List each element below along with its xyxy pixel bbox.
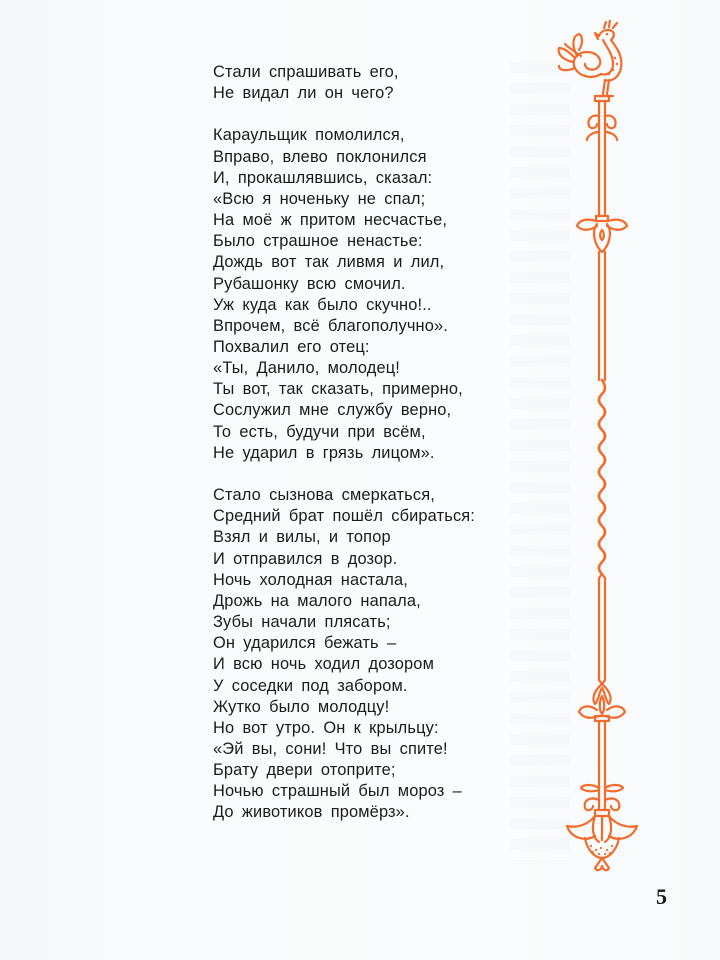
poem-line: Впрочем, всё благополучно». bbox=[213, 316, 448, 335]
poem-line: Дрожь на малого напала, bbox=[213, 591, 421, 610]
page-number: 5 bbox=[656, 884, 667, 909]
poem-line: Рубашонку всю смочил. bbox=[213, 274, 406, 293]
poem-line: И, прокашлявшись, сказал: bbox=[213, 168, 433, 187]
poem-line: Ночь холодная настала, bbox=[213, 570, 408, 589]
poem-line: То есть, будучи при всём, bbox=[213, 422, 426, 441]
poem-line: Зубы начали плясать; bbox=[213, 613, 391, 632]
stem-middle bbox=[599, 252, 605, 380]
poem-line: До животиков промёрз». bbox=[213, 803, 410, 822]
fleur-de-lis-icon bbox=[577, 216, 627, 252]
poem-line: Не видал ли он чего? bbox=[213, 84, 394, 103]
poem-line: Сослужил мне службу верно, bbox=[213, 401, 452, 420]
poem-line: И всю ночь ходил дозором bbox=[213, 655, 434, 674]
poem-line: Но вот утро. Он к крыльцу: bbox=[213, 718, 439, 737]
poem-line: Не ударил в грязь лицом». bbox=[213, 443, 435, 462]
stanza-1 bbox=[213, 62, 533, 104]
firebird-icon bbox=[559, 20, 622, 96]
poem-line: Похвалил его отец: bbox=[213, 338, 370, 357]
poem-line: Ты вот, так сказать, примерно, bbox=[213, 380, 463, 399]
poem-line: Средний брат пошёл сбираться: bbox=[213, 507, 476, 526]
poem-line: У соседки под забором. bbox=[213, 676, 408, 695]
poem-line: Дождь вот так ливмя и лил, bbox=[213, 253, 445, 272]
poem-line: Вправо, влево поклонился bbox=[213, 147, 427, 166]
stanza-2 bbox=[213, 125, 533, 464]
wavy-stem-icon bbox=[599, 380, 605, 574]
poem-line: Стали спрашивать его, bbox=[213, 63, 399, 81]
poem-line: Взял и вилы, и топор bbox=[213, 528, 391, 547]
poem-line: «Эй вы, сони! Что вы спите! bbox=[213, 739, 448, 758]
stem-upper bbox=[599, 140, 605, 216]
poem-line: «Ты, Данило, молодец! bbox=[213, 359, 400, 378]
poem-line: На моё ж притом несчастье, bbox=[213, 211, 448, 230]
poem-line: Караульщик помолился, bbox=[213, 126, 405, 145]
poem-line: Жутко было молодцу! bbox=[213, 697, 390, 716]
poem-line: И отправился в дозор. bbox=[213, 549, 398, 568]
poem-line: Ночью страшный был мороз – bbox=[213, 782, 462, 801]
lower-scroll-icon bbox=[581, 785, 623, 810]
lotus-finial-icon bbox=[567, 810, 637, 870]
poem-line: Уж куда как было скучно!.. bbox=[213, 295, 432, 314]
poem-text bbox=[213, 62, 533, 824]
poem-line: «Всю я ноченьку не спал; bbox=[213, 189, 426, 208]
poem-line: Он ударился бежать – bbox=[213, 634, 397, 653]
poem-line: Было страшное ненастье: bbox=[213, 232, 423, 251]
ornament-border bbox=[555, 20, 647, 890]
capital-scroll-icon bbox=[587, 96, 617, 140]
poem-line: Стало сызнова смеркаться, bbox=[213, 486, 435, 505]
stanza-3 bbox=[213, 485, 533, 824]
poem-line: Брату двери отоприте; bbox=[213, 761, 396, 780]
stem-lower bbox=[599, 574, 605, 684]
